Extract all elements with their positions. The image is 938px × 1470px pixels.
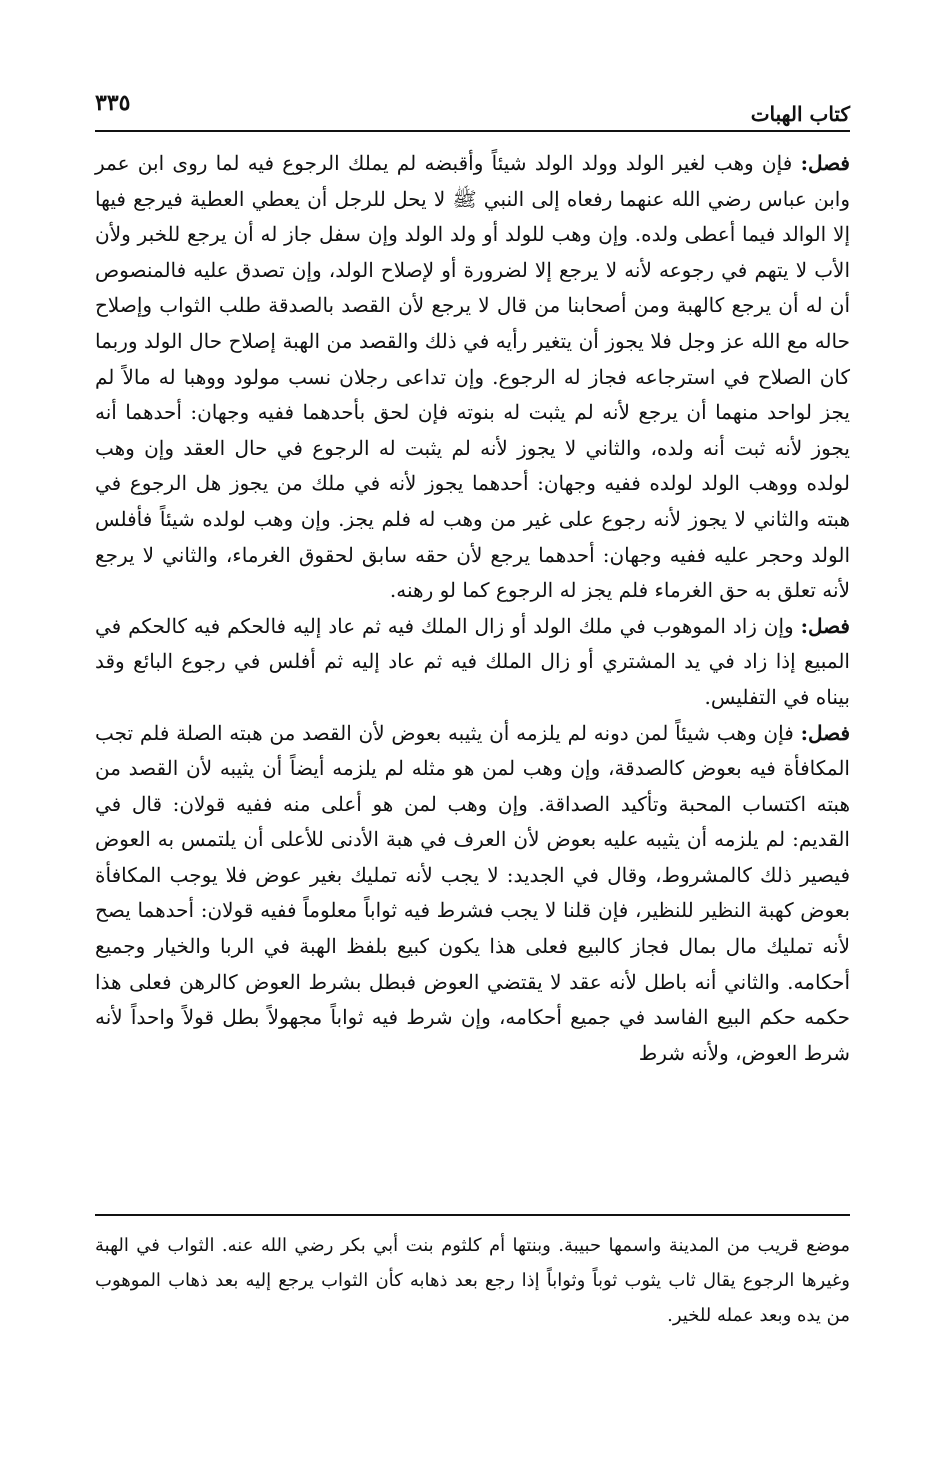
paragraph-2 xyxy=(95,609,850,716)
main-text xyxy=(95,146,850,1071)
header-rule xyxy=(95,130,850,132)
paragraph-3 xyxy=(95,716,850,1072)
paragraph-1-label: فصل: xyxy=(800,151,850,175)
paragraph-3-text: فإن وهب شيئاً لمن دونه لم يلزمه أن يثيبه بعوض لأن القصد من هبته الصلة فلم تجب المكافأة فيه بعوض كالصدقة، وإن وهب لمن هو مثله لم يلزمه أيضاً أن يثيبه لأن القصد من هبته اكتساب المحبة وتأكيد الصداقة. وإن وهب لمن هو أعلى منه ففيه قولان: قال في القديم: لم يلزمه أن يثيبه عليه بعوض لأن العرف في هبة الأدنى للأعلى أن يلتمس به العوض فيصير ذلك كالمشروط، وقال في الجديد: لا يجب لأنه تمليك بغير عوض فلا يوجب المكافأة بعوض كهبة النظير للنظير، فإن قلنا لا يجب فشرط فيه ثواباً معلوماً ففيه قولان: أحدهما يصح لأنه تمليك مال بمال فجاز كالبيع فعلى هذا يكون كبيع بلفظ الهبة في الربا والخيار وجميع أحكامه. والثاني أنه باطل لأنه عقد لا يقتضي العوض فبطل بشرط العوض كالرهن فعلى هذا حكمه حكم البيع الفاسد في جميع أحكامه، وإن شرط فيه ثواباً مجهولاً بطل قولاً واحداً لأنه شرط العوض، ولأنه شرط xyxy=(95,720,850,1065)
page-number: ٣٣٥ xyxy=(95,90,131,116)
footnote xyxy=(95,1228,850,1333)
running-title: كتاب الهبات xyxy=(750,102,850,126)
page-header xyxy=(95,88,850,132)
paragraph-1 xyxy=(95,146,850,609)
paragraph-1-text: فإن وهب لغير الولد وولد الولد شيئاً وأقبضه لم يملك الرجوع فيه لما روى ابن عمر وابن عباس رضي الله عنهما رفعاه إلى النبي ﷺ لا يحل للرجل أن يعطي العطية فيرجع فيها إلا الوالد فيما أعطى ولده. وإن وهب للولد أو ولد الولد وإن سفل جاز له أن يرجع للخبر ولأن الأب لا يتهم في رجوعه لأنه لا يرجع إلا لضرورة أو لإصلاح الولد، وإن تصدق عليه فالمنصوص أن له أن يرجع كالهبة ومن أصحابنا من قال لا يرجع لأن القصد بالصدقة طلب الثواب وإصلاح حاله مع الله عز وجل فلا يجوز أن يتغير رأيه في ذلك والقصد من الهبة إصلاح حال الولد وربما كان الصلاح في استرجاعه فجاز له الرجوع. وإن تداعى رجلان نسب مولود ووهبا له مالاً لم يجز لواحد منهما أن يرجع لأنه لم يثبت له بنوته فإن لحق بأحدهما ففيه وجهان: أحدهما أنه يجوز لأنه ثبت أنه ولده، والثاني لا يجوز لأنه لم يثبت له الرجوع في حال العقد وإن وهب لولده ووهب الولد لولده ففيه وجهان: أحدهما يجوز لأنه في ملك من يجوز هل الرجوع في هبته والثاني لا يجوز لأنه رجوع على غير من وهب له فلم يجز. وإن وهب لولده شيئاً فأفلس الولد وحجر عليه ففيه وجهان: أحدهما يرجع لأن حقه سابق لحقوق الغرماء، والثاني لا يرجع لأنه تعلق به حق الغرماء فلم يجز له الرجوع كما لو رهنه. xyxy=(95,151,850,603)
footnote-text: موضع قريب من المدينة واسمها حبيبة. وبنتها أم كلثوم بنت أبي بكر رضي الله عنه. الثواب في الهبة وغيرها الرجوع يقال ثاب يثوب ثوباً وثواباً إذا رجع بعد ذهابه كأن الثواب يرجع إليه بعد ذهاب الموهوب من يده وبعد عمله للخير. xyxy=(95,1235,850,1326)
footnote-rule xyxy=(95,1214,850,1216)
paragraph-2-label: فصل: xyxy=(800,613,850,638)
paragraph-3-label: فصل: xyxy=(800,720,851,745)
paragraph-2-text: وإن زاد الموهوب في ملك الولد أو زال الملك فيه ثم عاد إليه فالحكم فيه كالحكم في المبيع إذا زاد في يد المشتري أو زال الملك فيه ثم عاد إليه ثم أفلس في رجوع البائع وقد بيناه في التفليس. xyxy=(95,613,850,709)
